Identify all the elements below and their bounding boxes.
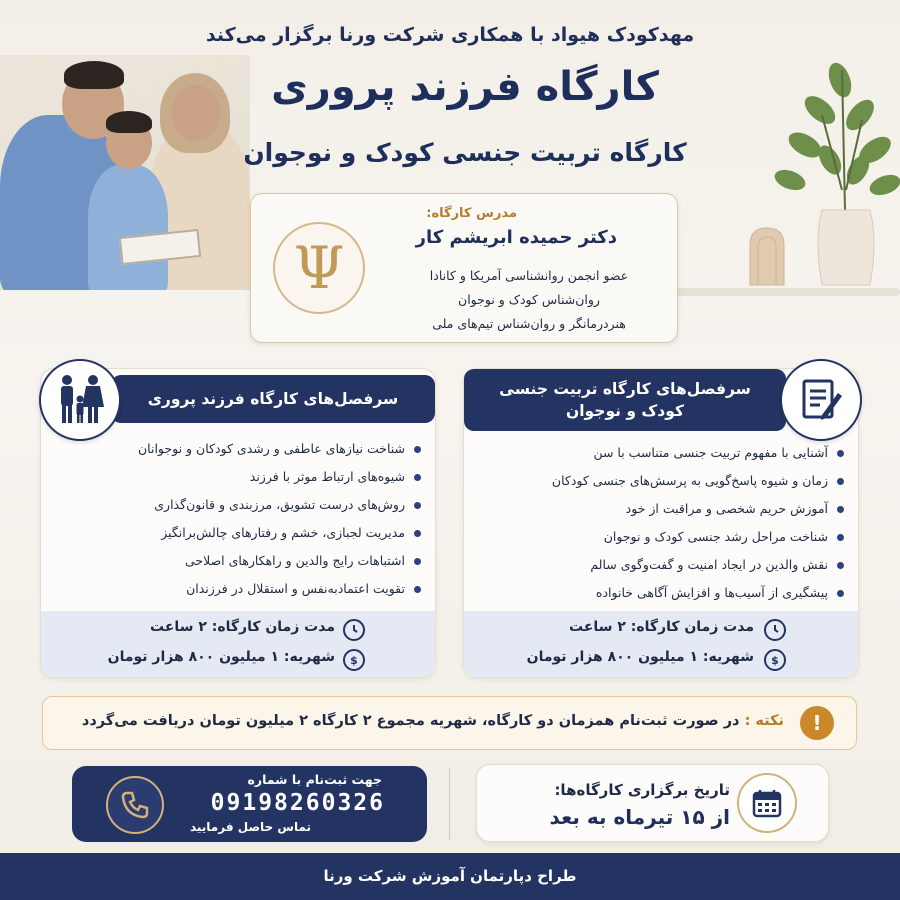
parenting-duration: مدت زمان کارگاه: ۲ ساعت — [150, 619, 335, 635]
phone-intro: جهت ثبت‌نام با شماره — [247, 772, 382, 787]
instructor-card — [250, 193, 678, 343]
list-item: اشتباهات رایج والدین و راهکارهای اصلاحی — [51, 547, 421, 575]
sex-education-footer — [464, 611, 858, 677]
note-text-line — [82, 713, 784, 729]
list-item: شیوه‌های ارتباط موثر با فرزند — [51, 463, 421, 491]
sex-education-title: سرفصل‌های کارگاه تربیت جنسی کودک و نوجوان — [464, 369, 786, 431]
instructor-name: دکتر حمیده ابریشم کار — [415, 227, 617, 248]
organizer-line: مهدکودک هیواد با همکاری شرکت ورنا برگزار می‌کند — [205, 24, 695, 46]
family-icon — [39, 359, 121, 441]
workshop-date-card — [476, 764, 829, 842]
list-item: روش‌های درست تشویق، مرزبندی و قانون‌گذاری — [51, 491, 421, 519]
list-item: آشنایی با مفهوم تربیت جنسی متناسب با سن — [474, 439, 844, 467]
shelf — [650, 288, 900, 296]
page-subtitle: کارگاه تربیت جنسی کودک و نوجوان — [243, 138, 687, 167]
phone-icon — [106, 776, 164, 834]
list-item: آموزش حریم شخصی و مراقبت از خود — [474, 495, 844, 523]
credential-line: روان‌شناس کودک و نوجوان — [458, 292, 600, 307]
sex-education-duration: مدت زمان کارگاه: ۲ ساعت — [569, 619, 754, 635]
list-item: نقش والدین در ایجاد امنیت و گفت‌وگوی سالم — [474, 551, 844, 579]
document-pen-icon — [780, 359, 862, 441]
clock-icon — [764, 619, 786, 641]
credential-line: عضو انجمن روانشناسی آمریکا و کانادا — [429, 268, 629, 283]
plant-decoration — [730, 40, 900, 300]
instructor-label: مدرس کارگاه: — [426, 206, 517, 221]
divider — [449, 768, 450, 840]
list-item: شناخت مراحل رشد جنسی کودک و نوجوان — [474, 523, 844, 551]
phone-call-to-action: تماس حاصل فرمایید — [189, 820, 311, 834]
list-item: شناخت نیازهای عاطفی و رشدی کودکان و نوجوانان — [51, 435, 421, 463]
dollar-icon: $ — [764, 649, 786, 671]
clock-icon — [343, 619, 365, 641]
sex-education-fee: شهریه: ۱ میلیون ۸۰۰ هزار تومان — [526, 649, 754, 665]
psychology-logo-icon: Ψ — [273, 222, 365, 314]
exclamation-icon: ! — [800, 706, 834, 740]
page-title: کارگاه فرزند پروری — [271, 64, 659, 110]
sex-education-workshop-card — [463, 368, 859, 678]
note-text: در صورت ثبت‌نام همزمان دو کارگاه، شهریه مجموع ۲ کارگاه ۲ میلیون تومان دریافت می‌گردد — [81, 713, 740, 729]
dollar-icon: $ — [343, 649, 365, 671]
note-label: نکته : — [744, 713, 784, 729]
family-illustration — [0, 55, 250, 290]
parenting-fee: شهریه: ۱ میلیون ۸۰۰ هزار تومان — [107, 649, 335, 665]
phone-number[interactable]: 09198260326 — [210, 790, 385, 816]
credential-line: هنردرمانگر و روان‌شناس تیم‌های ملی — [432, 316, 626, 331]
list-item: زمان و شیوه پاسخ‌گویی به پرسش‌های جنسی کودکان — [474, 467, 844, 495]
parenting-footer — [41, 611, 435, 677]
registration-phone-card[interactable] — [72, 766, 427, 842]
date-label: تاریخ برگزاری کارگاه‌ها: — [554, 781, 730, 799]
sex-education-topics-list — [474, 439, 844, 607]
parenting-topics-list — [51, 435, 421, 603]
discount-note — [42, 696, 857, 750]
instructor-credentials — [381, 264, 677, 336]
footer-credit: طراح دپارتمان آموزش شرکت ورنا — [0, 853, 900, 900]
calendar-icon — [737, 773, 797, 833]
list-item: مدیریت لجبازی، خشم و رفتارهای چالش‌برانگیز — [51, 519, 421, 547]
parenting-title: سرفصل‌های کارگاه فرزند پروری — [111, 375, 435, 423]
parenting-workshop-card — [40, 368, 436, 678]
list-item: پیشگیری از آسیب‌ها و افزایش آگاهی خانواده — [474, 579, 844, 607]
list-item: تقویت اعتمادبه‌نفس و استقلال در فرزندان — [51, 575, 421, 603]
date-value: از ۱۵ تیرماه به بعد — [549, 805, 730, 829]
